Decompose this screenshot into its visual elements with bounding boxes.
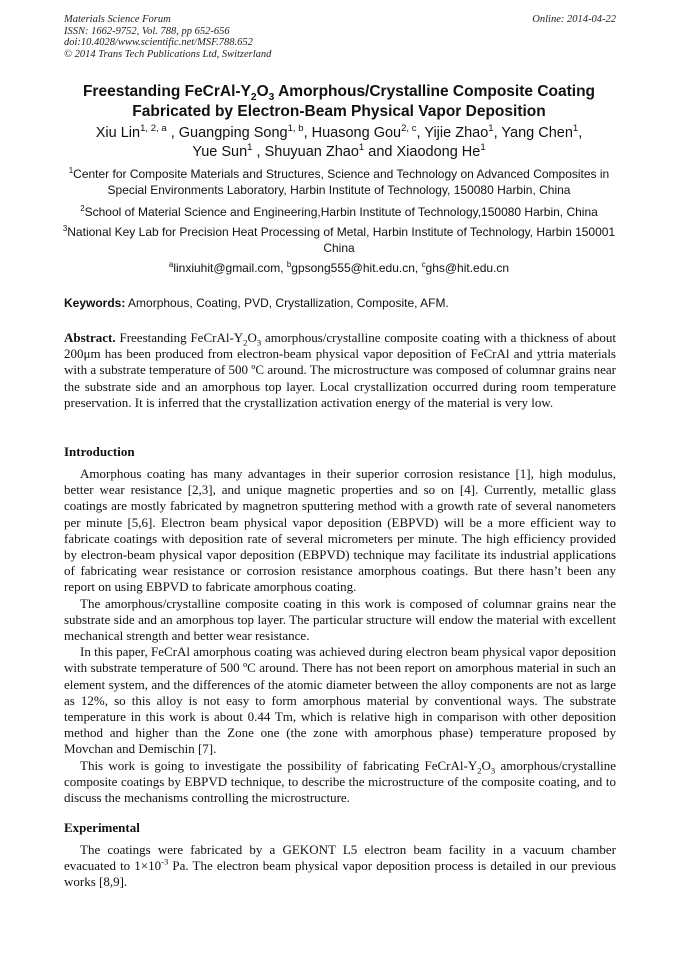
- keywords: [64, 296, 616, 310]
- affiliation-2: $^2$School of Material Science and Engineering,Harbin Institute of Technology,150080 Harbin, China: [80, 204, 598, 219]
- introduction-body: [64, 466, 616, 806]
- email-mark: b: [286, 260, 292, 269]
- email-mark: c: [421, 260, 426, 269]
- affiliation-1: $^1$Center for Composite Materials and Structures, Science and Technology on Advanced Composites in Special Environments Laboratory, Harbin Institute of Technology, 150080 Harbin, China: [68, 166, 610, 197]
- journal-header: [64, 14, 616, 60]
- author-list: [50, 124, 628, 162]
- author-affiliation-mark: 2, c: [401, 123, 417, 135]
- issn-line: ISSN: 1662-9752, Vol. 788, pp 652-656: [64, 25, 230, 37]
- abstract-label: Abstract.: [64, 330, 116, 345]
- author-separator: and: [364, 144, 397, 160]
- author-separator: ,: [578, 125, 583, 141]
- keywords-text: Amorphous, Coating, PVD, Crystallization, Composite, AFM.: [125, 296, 449, 310]
- email-address[interactable]: ghs@hit.edu.cn: [425, 261, 510, 275]
- affiliation-3: $^3$National Key Lab for Precision Heat Processing of Metal, Harbin Institute of Technology, Harbin 150001 China: [62, 224, 616, 255]
- author-name: Huasong Gou: [311, 125, 402, 141]
- author-affiliation-mark: 1: [572, 123, 579, 135]
- journal-name: Materials Science Forum: [64, 14, 171, 25]
- email-address[interactable]: linxiuhit@gmail.com: [173, 261, 281, 275]
- experimental-body: [64, 842, 616, 891]
- introduction-heading: Introduction: [64, 444, 135, 459]
- author-separator: ,: [493, 125, 502, 141]
- author-separator: ,: [416, 125, 425, 141]
- intro-paragraph-4: This work is going to investigate the possibility of fabricating FeCrAl-$Y_2O_3$ amorphous/crystalline composite coatings by EBPVD technique, to describe the microstructure of the composite coating, and to discuss the mechanisms controlling the microstructure.: [64, 757, 617, 806]
- doi-line[interactable]: doi:10.4028/www.scientific.net/MSF.788.652: [64, 37, 253, 48]
- email-address[interactable]: gpsong555@hit.edu.cn: [291, 261, 415, 275]
- paper-title: Freestanding FeCrAl-$Y_2O_3$ Amorphous/Crystalline Composite Coating Fabricated by Electron-Beam Physical Vapor Deposition: [82, 83, 596, 120]
- author-name: Guangping Song: [178, 125, 288, 141]
- author-name: Xiaodong He: [396, 144, 481, 160]
- online-date: Online: 2014-04-22: [532, 14, 616, 25]
- intro-paragraph-1: Amorphous coating has many advantages in their superior corrosion resistance [1], high modulus, better wear resistance [2,3], and unique magnetic properties and so on [4]. Currently, metallic glass coatings are mostly fabricated by magnetron sputtering method with a growth rate of several nanometers per minute [5,6]. Electron beam physical vapor deposition (EBPVD) will be a more efficient way to fabricate coatings with deposition rate of several micrometers per minute. The high efficiency provided by electron-beam physical vapor deposition (EBPVD) technique may facilitate its industrial applications of fabricating wear resistance or corrosion resistance amorphous coatings. But there hasn’t been any report on using EBPVD to fabricate amorphous coating.: [64, 466, 616, 595]
- email-mark: a: [168, 260, 174, 269]
- keywords-label: Keywords:: [64, 296, 126, 310]
- experimental-paragraph-1: The coatings were fabricated by a GEKONT L5 electron beam facility in a vacuum chamber evacuated to $1\times 10^{-3}$ Pa. The electron beam physical vapor deposition process is detailed in our previous works [8,9].: [64, 842, 617, 890]
- email-separator: ,: [280, 261, 287, 275]
- author-affiliation-mark: 1, 2, a: [140, 123, 167, 135]
- author-separator: ,: [252, 144, 265, 160]
- author-separator: ,: [166, 125, 179, 141]
- email-separator: ,: [414, 261, 422, 275]
- author-name: Yue Sun: [192, 144, 248, 160]
- author-separator: ,: [303, 125, 312, 141]
- author-name: Yijie Zhao: [424, 125, 489, 141]
- author-affiliation-mark: 1: [480, 142, 486, 154]
- author-affiliation-mark: 1: [247, 142, 253, 154]
- author-name: Shuyuan Zhao: [264, 144, 359, 160]
- copyright-line: © 2014 Trans Tech Publications Ltd, Switzerland: [64, 48, 272, 60]
- author-affiliation-mark: 1: [488, 123, 494, 135]
- abstract: Abstract. Freestanding FeCrAl-$Y_2O_3$ amorphous/crystalline composite coating with a thickness of about 200μm has been produced from electron-beam physical vapor deposition of FeCrAl and yttria materials with a substrate temperature of 500 ºC around. The microstructure was composed of columnar grains near the substrate side and an amorphous top layer. Local crystallization occurred during room temperature preservation. It is inferred that the crystallization activation energy of the material is very low.: [64, 330, 616, 410]
- author-affiliation-mark: 1, b: [287, 123, 304, 135]
- intro-paragraph-3: In this paper, FeCrAl amorphous coating was achieved during electron beam physical vapor deposition with substrate temperature of 500 ºC around. There has not been report on amorphous material in such an element system, and the differences of the atomic diameter between the alloy components are not as large as 12%, so this alloy is not easy to form amorphous material by conventional ways. The substrate temperature in this work is about 0.44 Tm, which is relative high in comparison with other deposition method and higher than the Zone one (the zone with amorphous phase) temperature proposed by Movchan and Demischin [7].: [64, 644, 616, 757]
- email-list: [50, 260, 628, 276]
- author-name: Xiu Lin: [95, 125, 141, 141]
- intro-paragraph-2: The amorphous/crystalline composite coating in this work is composed of columnar grains near the substrate side and an amorphous top layer. The particular structure will endow the material with excellent mechanical strength and better wear resistance.: [64, 595, 616, 644]
- author-affiliation-mark: 1: [358, 142, 365, 154]
- experimental-heading: Experimental: [64, 820, 140, 835]
- author-name: Yang Chen: [501, 125, 573, 141]
